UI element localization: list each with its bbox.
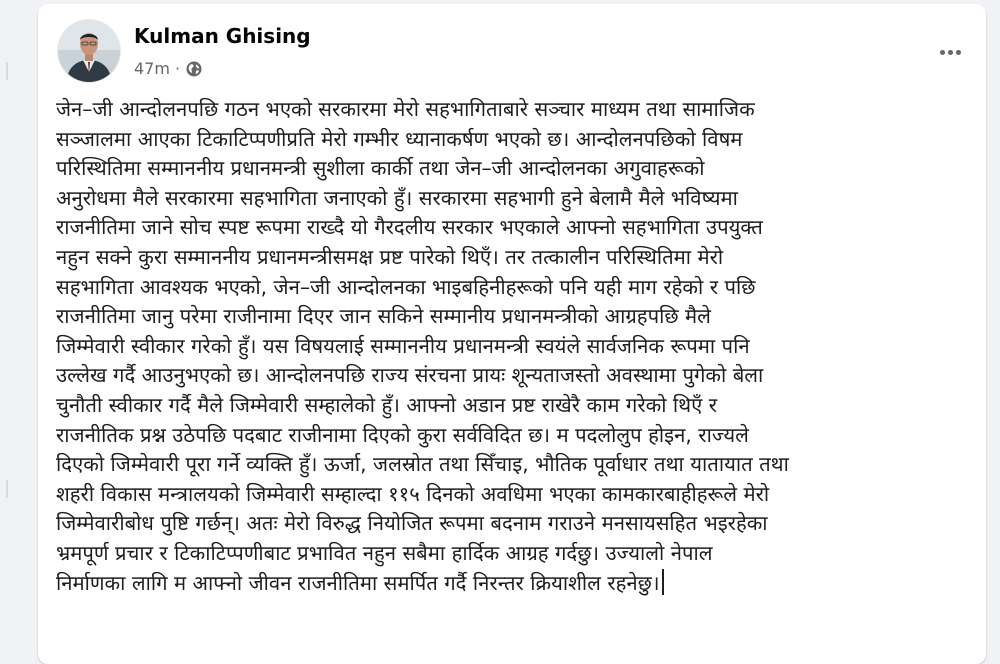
post-text-line: परिस्थितिमा सम्माननीय प्रधानमन्त्री सुशीला कार्की तथा जेन–जी आन्दोलनका अगुवाहरूको: [56, 156, 705, 181]
more-options-icon-dot: [948, 50, 953, 55]
post-body: [56, 95, 976, 598]
post-text-line: दिएको जिम्मेवारी पूरा गर्ने व्यक्ति हुँ। ऊर्जा, जलस्रोत तथा सिँचाइ, भौतिक पूर्वाधार तथा यातायात तथा: [56, 452, 789, 477]
more-options-icon: [940, 50, 945, 55]
post-text-line-last: [56, 569, 976, 599]
post-text-line: भ्रमपूर्ण प्रचार र टिकाटिप्पणीबाट प्रभावित नहुन सबैमा हार्दिक आग्रह गर्दछु। उज्यालो नेपाल: [56, 540, 713, 565]
more-options-icon-dot: [956, 50, 961, 55]
post-text-line: नहुन सक्ने कुरा सम्माननीय प्रधानमन्त्रीसमक्ष प्रष्ट पारेको थिएँ। तर तत्कालीन परिस्थितिमा मेरो: [56, 244, 724, 269]
post-text-line: शहरी विकास मन्त्रालयको जिम्मेवारी सम्हाल्दा ११५ दिनको अवधिमा भएका कामकारबाहीहरूले मेरो: [56, 481, 770, 506]
post-text-line: सहभागिता आवश्यक भएको, जेन–जी आन्दोलनका भाइबहिनीहरूको पनि यही माग रहेको र पछि: [56, 274, 756, 299]
post-text-line: जिम्मेवारी स्वीकार गरेको हुँ। यस विषयलाई सम्माननीय प्रधानमन्त्री स्वयंले सार्वजनिक रूपमा पनि: [56, 333, 750, 358]
author-name[interactable]: Kulman Ghising: [134, 24, 311, 48]
more-options-button[interactable]: [930, 34, 970, 70]
post-text-line: राजनीतिक प्रश्न उठेपछि पदबाट राजीनामा दिएको कुरा सर्वविदित छ। म पदलोलुप होइन, राज्यले: [56, 422, 749, 447]
left-column-edge: [0, 0, 20, 645]
post-text-line: सञ्जालमा आएका टिकाटिप्पणीप्रति मेरो गम्भीर ध्यानाकर्षण भएको छ। आन्दोलनपछिको विषम: [56, 126, 743, 151]
post-text-line: राजनीतिमा जानु परेमा राजीनामा दिएर जान सकिने सम्मानीय प्रधानमन्त्रीको आग्रहपछि मैले: [56, 304, 711, 329]
post-meta: [134, 59, 203, 78]
post-text-line: जेन–जी आन्दोलनपछि गठन भएको सरकारमा मेरो सहभागिताबारे सञ्चार माध्यम तथा सामाजिक: [56, 97, 755, 121]
post-text-last: निर्माणका लागि म आफ्नो जीवन राजनीतिमा समर्पित गर्दै निरन्तर क्रियाशील रहनेछु।: [56, 570, 660, 595]
text-cursor: [662, 569, 664, 595]
meta-separator: ·: [174, 59, 181, 78]
post-text-line: उल्लेख गर्दै आउनुभएको छ। आन्दोलनपछि राज्य संरचना प्रायः शून्यताजस्तो अवस्थामा पुगेको बेला: [56, 363, 764, 388]
scroll-edge-mark: [6, 62, 8, 80]
profile-photo-icon: [58, 20, 120, 82]
scroll-edge-mark: [6, 480, 8, 498]
author-avatar[interactable]: [58, 20, 120, 82]
post-timestamp[interactable]: 47m: [134, 59, 170, 78]
post-text-line: अनुरोधमा मैले सरकारमा सहभागिता जनाएको हुँ। सरकारमा सहभागी हुने बेलामै मैले भविष्यमा: [56, 185, 738, 210]
post-text-line: राजनीतिमा जाने सोच स्पष्ट रूपमा राख्दै यो गैरदलीय सरकार भएकाले आफ्नो सहभागिता उपयुक्त: [56, 215, 763, 240]
post-text-line: चुनौती स्वीकार गर्दै मैले जिम्मेवारी सम्हालेको हुँ। आफ्नो अडान प्रष्ट राखेरै काम गरेको थिएँ र: [56, 392, 718, 417]
post-text-line: जिम्मेवारीबोध पुष्टि गर्छन्। अतः मेरो विरुद्ध नियोजित रूपमा बदनाम गराउने मनसायसहित भइरहेका: [56, 511, 768, 536]
globe-icon[interactable]: [185, 60, 203, 78]
post-card: [38, 4, 986, 664]
